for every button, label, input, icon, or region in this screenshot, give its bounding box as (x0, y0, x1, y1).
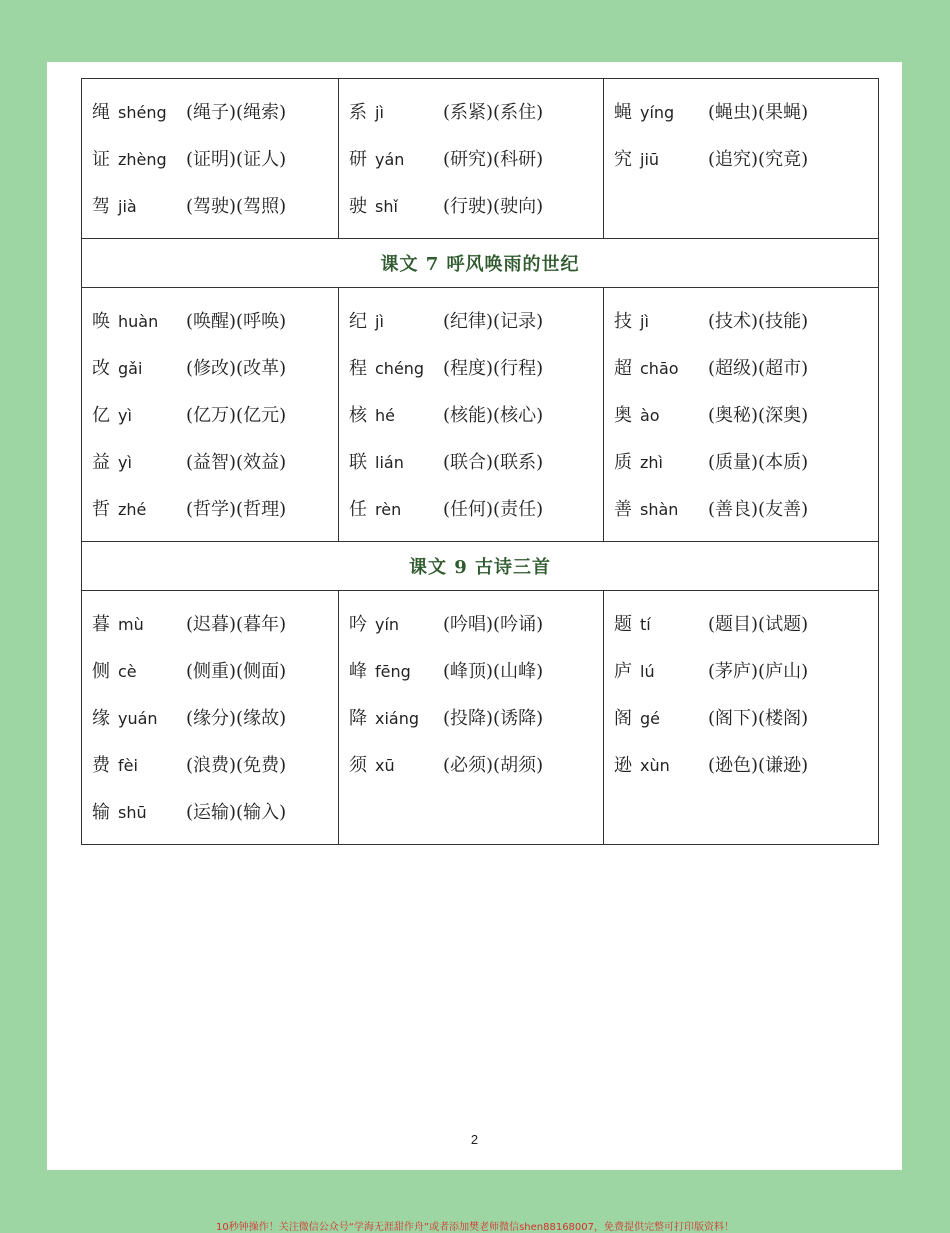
entry-character: 降 (349, 708, 367, 729)
vocab-entry (614, 486, 878, 533)
vocab-entry (349, 439, 603, 486)
vocab-entry (92, 695, 338, 742)
entry-words: (缘分)(缘故) (186, 708, 287, 729)
vocab-entry (614, 392, 878, 439)
vocab-entry (92, 789, 338, 836)
entry-character: 唤 (92, 311, 110, 332)
entry-words: (修改)(改革) (186, 358, 287, 379)
entry-character: 吟 (349, 614, 367, 635)
vocab-entry (349, 648, 603, 695)
entry-words: (运输)(输入) (186, 802, 287, 823)
entry-character: 技 (614, 311, 632, 332)
vocab-entry (614, 695, 878, 742)
entry-character: 绳 (92, 102, 110, 123)
entry-words: (峰顶)(山峰) (443, 661, 544, 682)
vocab-entry (92, 439, 338, 486)
entry-words: (逊色)(谦逊) (708, 755, 809, 776)
entry-words: (题目)(试题) (708, 614, 809, 635)
entry-character: 任 (349, 499, 367, 520)
vocab-entry (614, 345, 878, 392)
entry-pinyin: xiáng (375, 709, 420, 728)
entry-pinyin: lián (375, 453, 404, 472)
entry-words: (纪律)(记录) (443, 311, 544, 332)
entry-pinyin: huàn (118, 312, 159, 331)
section-title-row (82, 542, 879, 591)
section-entries-row (82, 79, 879, 239)
vocab-entry (92, 89, 338, 136)
entry-character: 峰 (349, 661, 367, 682)
entry-words: (善良)(友善) (708, 499, 809, 520)
entry-character: 驾 (92, 196, 110, 217)
entry-character: 题 (614, 614, 632, 635)
entry-character: 研 (349, 149, 367, 170)
entry-pinyin: xū (375, 756, 395, 775)
entry-character: 须 (349, 755, 367, 776)
vocab-entry (92, 345, 338, 392)
entry-character: 缘 (92, 708, 110, 729)
entry-character: 究 (614, 149, 632, 170)
page-number: 2 (470, 1132, 479, 1147)
entry-pinyin: shàn (640, 500, 679, 519)
entry-pinyin: rèn (375, 500, 402, 519)
entry-pinyin: yíng (640, 103, 675, 122)
entry-character: 输 (92, 802, 110, 823)
entry-words: (联合)(联系) (443, 452, 544, 473)
vocab-entry (614, 89, 878, 136)
entry-character: 益 (92, 452, 110, 473)
section-entries-row (82, 288, 879, 542)
vocab-entry (92, 486, 338, 533)
entry-words: (亿万)(亿元) (186, 405, 287, 426)
entry-pinyin: gǎi (118, 359, 143, 378)
vocab-entry (614, 298, 878, 345)
entry-words: (追究)(究竟) (708, 149, 809, 170)
entry-words: (超级)(超市) (708, 358, 809, 379)
entry-pinyin: hé (375, 406, 395, 425)
entry-words: (核能)(核心) (443, 405, 544, 426)
entry-pinyin: fèi (118, 756, 138, 775)
entry-character: 质 (614, 452, 632, 473)
entry-words: (任何)(责任) (443, 499, 544, 520)
entry-words: (质量)(本质) (708, 452, 809, 473)
entry-pinyin: gé (640, 709, 660, 728)
entry-words: (证明)(证人) (186, 149, 287, 170)
footer-notice: 10秒钟操作！关注微信公众号“学海无涯甜作舟”或者添加樊老师微信shen88168007，免费提供完整可打印版资料！ (215, 1222, 735, 1233)
vocab-entry (349, 392, 603, 439)
entry-words: (唤醒)(呼唤) (186, 311, 287, 332)
entry-words: (奥秘)(深奥) (708, 405, 809, 426)
vocab-entry (349, 89, 603, 136)
entry-words: (侧重)(侧面) (186, 661, 287, 682)
entry-words: (蝇虫)(果蝇) (708, 102, 809, 123)
entry-pinyin: mù (118, 615, 144, 634)
entry-words: (程度)(行程) (443, 358, 544, 379)
entry-words: (绳子)(绳索) (186, 102, 287, 123)
vocab-entry (614, 648, 878, 695)
entry-pinyin: yuán (118, 709, 158, 728)
entry-words: (驾驶)(驾照) (186, 196, 287, 217)
section-title-row (82, 239, 879, 288)
entry-pinyin: yín (375, 615, 400, 634)
vocab-entry (92, 392, 338, 439)
vocab-entry (92, 298, 338, 345)
entry-pinyin: yán (375, 150, 405, 169)
entry-character: 纪 (349, 311, 367, 332)
entry-column (604, 288, 879, 542)
entry-pinyin: lú (640, 662, 655, 681)
entry-column (339, 79, 604, 239)
entry-words: (技术)(技能) (708, 311, 809, 332)
entry-words: (研究)(科研) (443, 149, 544, 170)
vocab-entry (614, 136, 878, 183)
vocab-entry (92, 601, 338, 648)
entry-words: (哲学)(哲理) (186, 499, 287, 520)
entry-character: 奥 (614, 405, 632, 426)
vocab-entry (349, 742, 603, 789)
document-page (47, 62, 902, 1170)
entry-character: 费 (92, 755, 110, 776)
entry-character: 阁 (614, 708, 632, 729)
entry-character: 善 (614, 499, 632, 520)
entry-words: (迟暮)(暮年) (186, 614, 287, 635)
entry-words: (投降)(诱降) (443, 708, 544, 729)
entry-character: 哲 (92, 499, 110, 520)
entry-pinyin: xùn (640, 756, 670, 775)
entry-character: 系 (349, 102, 367, 123)
vocab-entry (92, 136, 338, 183)
entry-character: 超 (614, 358, 632, 379)
entry-pinyin: zhì (640, 453, 663, 472)
entry-character: 驶 (349, 196, 367, 217)
entry-character: 核 (349, 405, 367, 426)
vocab-entry (349, 695, 603, 742)
vocab-entry (349, 298, 603, 345)
entry-pinyin: jià (118, 197, 137, 216)
entry-column (604, 79, 879, 239)
entry-character: 联 (349, 452, 367, 473)
vocab-entry (92, 183, 338, 230)
entry-character: 暮 (92, 614, 110, 635)
entry-column (82, 79, 339, 239)
vocab-entry (92, 742, 338, 789)
entry-pinyin: ào (640, 406, 660, 425)
entry-words: (阁下)(楼阁) (708, 708, 809, 729)
entry-character: 侧 (92, 661, 110, 682)
entry-words: (行驶)(驶向) (443, 196, 544, 217)
entry-pinyin: jì (640, 312, 649, 331)
entry-character: 改 (92, 358, 110, 379)
entry-pinyin: cè (118, 662, 137, 681)
section-title: 课文 9 古诗三首 (82, 542, 879, 591)
vocabulary-table (81, 78, 879, 845)
entry-pinyin: jì (375, 312, 384, 331)
entry-column (82, 591, 339, 845)
entry-character: 程 (349, 358, 367, 379)
entry-words: (吟唱)(吟诵) (443, 614, 544, 635)
entry-pinyin: zhèng (118, 150, 167, 169)
entry-words: (浪费)(免费) (186, 755, 287, 776)
entry-words: (系紧)(系住) (443, 102, 544, 123)
vocab-entry (349, 345, 603, 392)
vocab-entry (349, 183, 603, 230)
entry-words: (茅庐)(庐山) (708, 661, 809, 682)
entry-character: 庐 (614, 661, 632, 682)
vocab-entry (614, 439, 878, 486)
entry-pinyin: chāo (640, 359, 679, 378)
vocabulary-table-body (82, 79, 879, 845)
entry-character: 蝇 (614, 102, 632, 123)
entry-words: (必须)(胡须) (443, 755, 544, 776)
section-entries-row (82, 591, 879, 845)
entry-character: 证 (92, 149, 110, 170)
entry-pinyin: zhé (118, 500, 147, 519)
entry-pinyin: yì (118, 453, 132, 472)
entry-column (604, 591, 879, 845)
entry-pinyin: shū (118, 803, 147, 822)
entry-pinyin: jì (375, 103, 384, 122)
entry-character: 亿 (92, 405, 110, 426)
vocab-entry (349, 136, 603, 183)
entry-column (339, 591, 604, 845)
vocab-entry (614, 601, 878, 648)
vocab-entry (92, 648, 338, 695)
vocab-entry (349, 486, 603, 533)
entry-character: 逊 (614, 755, 632, 776)
entry-pinyin: fēng (375, 662, 411, 681)
entry-column (339, 288, 604, 542)
entry-pinyin: shéng (118, 103, 167, 122)
entry-column (82, 288, 339, 542)
entry-pinyin: jiū (640, 150, 660, 169)
entry-pinyin: shǐ (375, 197, 398, 216)
vocab-entry (614, 742, 878, 789)
entry-pinyin: yì (118, 406, 132, 425)
entry-words: (益智)(效益) (186, 452, 287, 473)
entry-pinyin: chéng (375, 359, 425, 378)
section-title: 课文 7 呼风唤雨的世纪 (82, 239, 879, 288)
vocab-entry (349, 601, 603, 648)
entry-pinyin: tí (640, 615, 651, 634)
